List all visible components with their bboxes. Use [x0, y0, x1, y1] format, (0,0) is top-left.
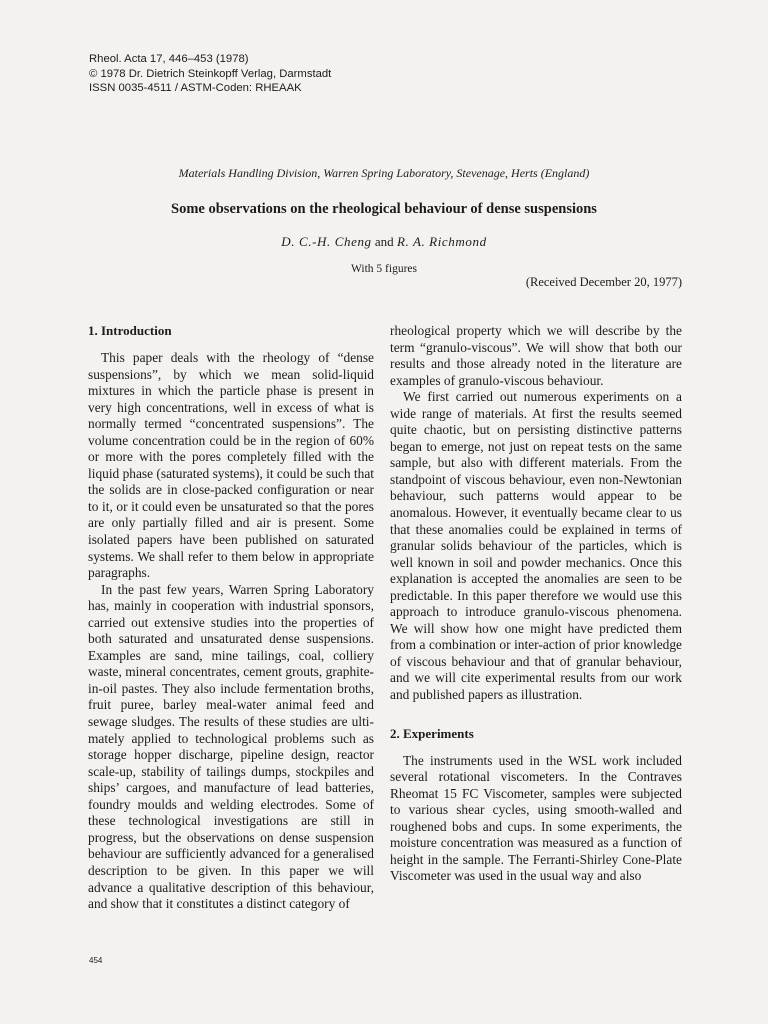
paragraph: This paper deals with the rheology of “dense suspensions”, by which we mean solid-liquid mixtures in which the particle phase is present in very high concentrations, well in excess of what is normally termed “concentrated suspensions”. The volume concentration could be in the region of 60% or more with the pores completely filled with the liquid phase (saturated systems), it could be such that the solids are in close-packed configuration or near to it, or it could even be unsaturated so that the pores are only partially filled and air is present. Some isolated papers have been published on saturated systems. We shall refer to them below in appropriate paragraphs. — [88, 350, 374, 581]
author-name: D. C.-H. Cheng — [281, 234, 372, 249]
page-number: 454 — [89, 956, 103, 965]
paragraph: We first carried out numerous experiments on a wide range of materials. At first the results seemed quite chaotic, but on persisting distinctive patterns began to emerge, not just on repeat tests on the same sample, but also with different materials. From the standpoint of viscous behaviour, even non-Newtonian behaviour, such patterns would appear to be anomalous. However, it eventually became clear to us that these anomalies could be explained in terms of granular solids behaviour of the particles, which is well known in soil and powder mechanics. Once this explanation is accepted the anomalies are seen to be predictable. In this paper therefore we would use this approach to introduce granulo-viscous phenomena. We will show how one might have predicted them from a combination or inter-action of prior knowledge of viscous behaviour and that of granular behaviour, and we will cite experimental results from our work and published papers as illustration. — [390, 389, 682, 703]
issn-line: ISSN 0035-4511 / ASTM-Coden: RHEAAK — [89, 82, 302, 94]
section-heading: 2. Experiments — [390, 725, 474, 741]
author-conjunction: and — [371, 234, 397, 249]
journal-citation — [89, 52, 331, 96]
figures-note: With 5 figures — [351, 263, 417, 275]
paragraph: The instruments used in the WSL work included several rotational viscometers. In the Contraves Rheomat 15 FC Viscometer, samples were subjected to various shear cycles, using smooth-walled and roughened bobs and cups. In some experiments, the moisture concentration was measured as a function of height in the sample. The Ferranti-Shirley Cone-Plate Viscometer was used in the usual way and also — [390, 752, 682, 884]
paper-title: Some observations on the rheological behaviour of dense suspensions — [171, 201, 597, 217]
right-column — [390, 323, 682, 885]
section-spacer — [390, 704, 682, 726]
author-line — [0, 234, 768, 250]
affiliation: Materials Handling Division, Warren Spring Laboratory, Stevenage, Herts (England) — [178, 166, 590, 180]
author-name: R. A. Richmond — [396, 234, 487, 249]
paragraph: In the past few years, Warren Spring Laboratory has, mainly in cooperation with industrial sponsors, carried out extensive studies into the properties of both saturated and unsaturated dense suspensions. Examples are sand, mine tailings, coal, colliery waste, mineral concentrates, cement grouts, graphite-in-oil pastes. They also include fermentation broths, fruit puree, barley meal-water animal feed and sewage sludges. The results of these studies are ultimately applied to technological problems such as storage hopper discharge, pipeline design, reactor scale-up, stability of tailings dumps, stockpiles and ships’ cargoes, and manufacture of lead batteries, foundry moulds and welding electrodes. Some of these technological investigations are still in progress, but the observations on dense suspension behaviour are sufficiently advanced for a generalised description to be given. In this paper we will advance a qualitative description of this behaviour, and show that it constitutes a distinct category of — [88, 581, 374, 912]
paragraph: rheological property which we will describe by the term “granulo-viscous”. We will show that both our results and those already noted in the literature are examples of granulo-viscous behaviour. — [390, 323, 682, 388]
citation-line: Rheol. Acta 17, 446–453 (1978) — [89, 53, 249, 65]
received-date: (Received December 20, 1977) — [525, 275, 682, 289]
section-heading: 1. Introduction — [88, 323, 172, 338]
left-column — [88, 323, 374, 913]
copyright-line: © 1978 Dr. Dietrich Steinkopff Verlag, Darmstadt — [89, 67, 332, 80]
